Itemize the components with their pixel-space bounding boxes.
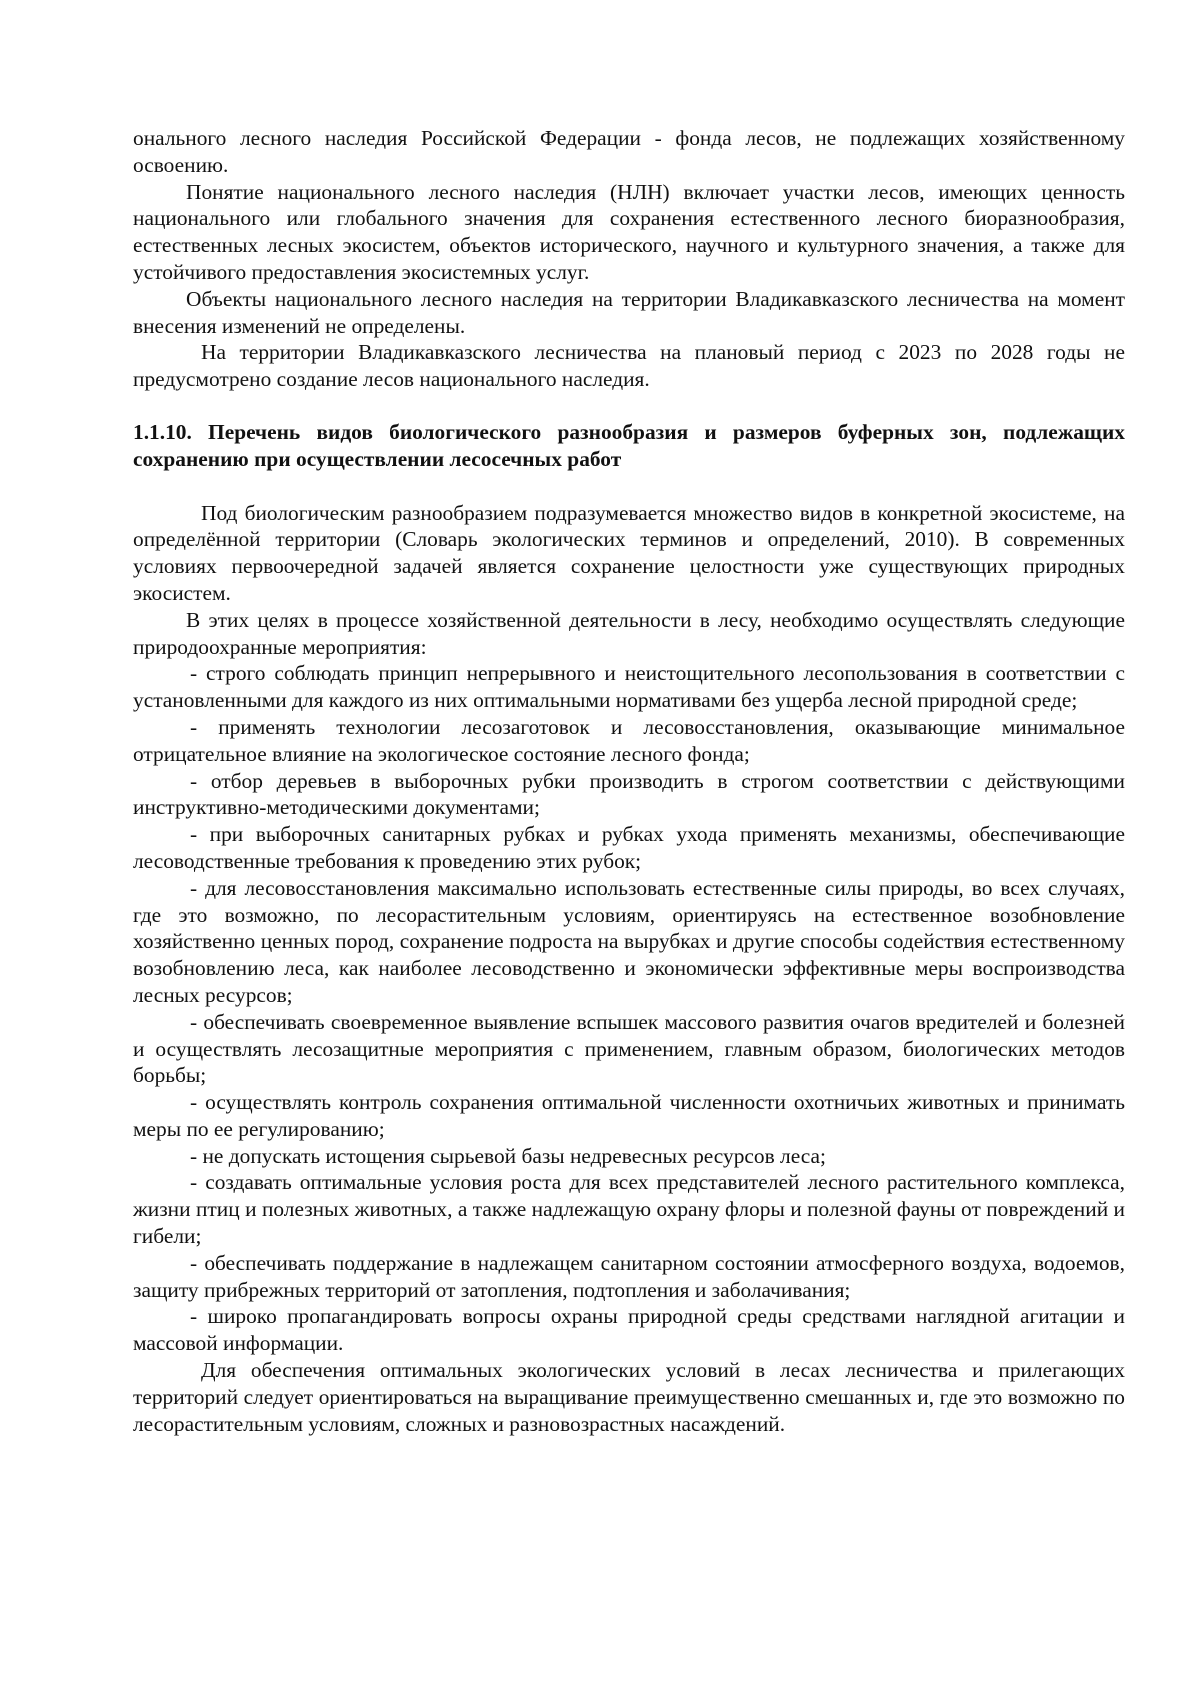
list-item: - строго соблюдать принцип непрерывного и неистощительного лесопользования в соответствии с установленными для каждого из них оптимальными нормативами без ущерба лесной природной среде; [133, 661, 1125, 713]
list-item: - отбор деревьев в выборочных рубки производить в строгом соответствии с действующими инструктивно-методическими документами; [133, 768, 1125, 820]
list-item: - для лесовосстановления максимально использовать естественные силы природы, во всех случаях, где это возможно, по лесорастительным условиям, ориентируясь на естественное возобновление хозяйственно ценных пород, сохранение подроста на вырубках и другие способы содействия естественному возобновлению леса, как наиболее лесоводственно и экономически эффективные меры воспроизводства лесных ресурсов; [133, 875, 1125, 1007]
paragraph-closing: Для обеспечения оптимальных экологических условий в лесах лесничества и прилегающих территорий следует ориентироваться на выращивание преимущественно смешанных и, где это возможно по лесорастительным условиям, сложных и разновозрастных насаждений. [133, 1358, 1125, 1436]
paragraph-nln-planning: На территории Владикавказского лесничества на плановый период с 2023 по 2028 годы не предусмотрено создание лесов национального наследия. [133, 340, 1125, 392]
document-body [133, 125, 1125, 1437]
list-item: - осуществлять контроль сохранения оптимальной численности охотничьих животных и принимать меры по ее регулированию; [133, 1090, 1125, 1141]
paragraph-biodiversity-definition: Под биологическим разнообразием подразумевается множество видов в конкретной экосистеме, на определённой территории (Словарь экологических терминов и определений, 2010). В современных условиях первоочередной задачей является сохранение целостности уже существующих природных экосистем. [133, 500, 1125, 605]
section-heading: 1.1.10. Перечень видов биологического разнообразия и размеров буферных зон, подлежащих сохранению при осуществлении лесосечных работ [133, 419, 1125, 471]
measures-list [133, 660, 1125, 1357]
heading-spacer [133, 473, 1125, 500]
paragraph-continuation: онального лесного наследия Российской Федерации - фонда лесов, не подлежащих хозяйственному освоению. [133, 126, 1125, 177]
paragraph-nln-definition: Понятие национального лесного наследия (НЛН) включает участки лесов, имеющих ценность национального или глобального значения для сохранения естественного лесного биоразнообразия, естественных лесных экосистем, объектов исторического, научного и культурного значения, а также для устойчивого предоставления экосистемных услуг. [133, 179, 1125, 284]
paragraph-nln-objects: Объекты национального лесного наследия на территории Владикавказского лесничества на момент внесения изменений не определены. [133, 286, 1125, 338]
list-item: - обеспечивать своевременное выявление вспышек массового развития очагов вредителей и болезней и осуществлять лесозащитные мероприятия с применением, главным образом, биологических методов борьбы; [133, 1009, 1125, 1088]
list-item: - не допускать истощения сырьевой базы недревесных ресурсов леса; [190, 1143, 826, 1168]
list-item: - при выборочных санитарных рубках и рубках ухода применять механизмы, обеспечивающие лесоводственные требования к проведению этих рубок; [133, 822, 1125, 873]
list-item: - применять технологии лесозаготовок и лесовосстановления, оказывающие минимальное отрицательное влияние на экологическое состояние лесного фонда; [133, 714, 1125, 766]
list-item: - обеспечивать поддержание в надлежащем санитарном состоянии атмосферного воздуха, водоемов, защиту прибрежных территорий от затопления, подтопления и заболачивания; [133, 1250, 1125, 1302]
list-item: - создавать оптимальные условия роста для всех представителей лесного растительного комплекса, жизни птиц и полезных животных, а также надлежащую охрану флоры и полезной фауны от повреждений и гибели; [133, 1170, 1125, 1249]
paragraph-measures-intro: В этих целях в процессе хозяйственной деятельности в лесу, необходимо осуществлять следующие природоохранные мероприятия: [133, 607, 1125, 659]
list-item: - широко пропагандировать вопросы охраны природной среды средствами наглядной агитации и массовой информации. [133, 1304, 1125, 1356]
